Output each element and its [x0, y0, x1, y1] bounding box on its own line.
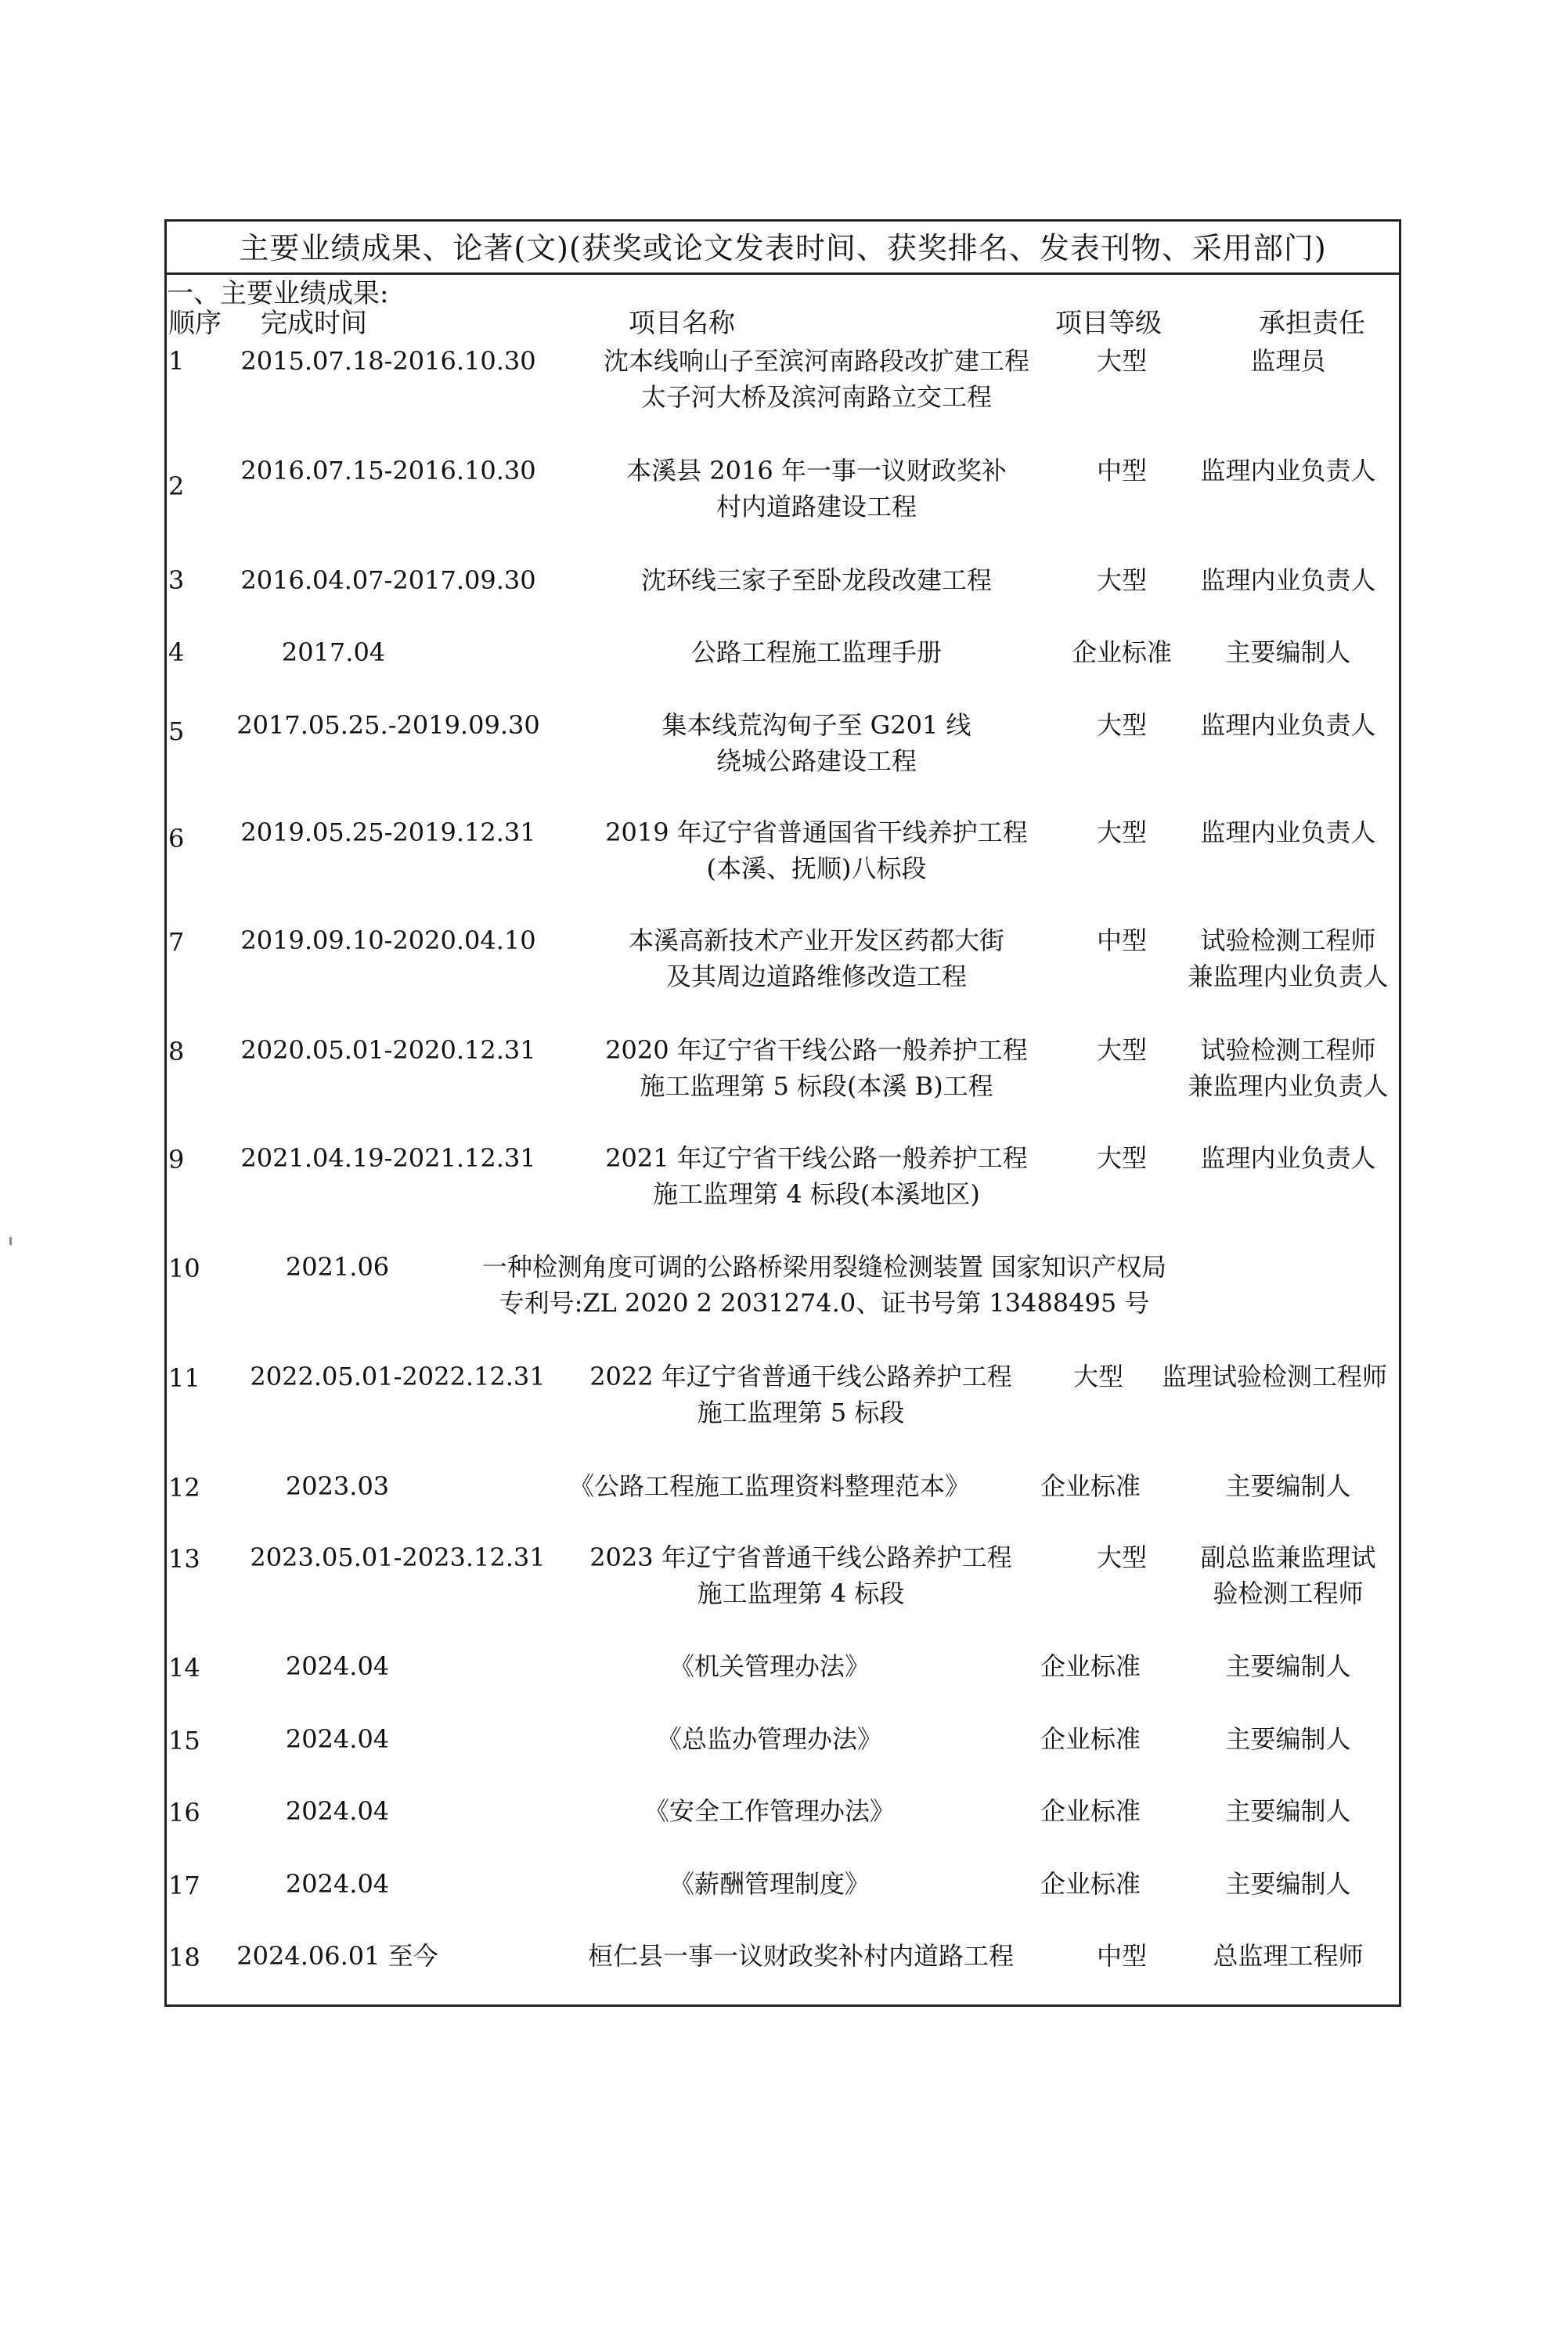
- row-name: [542, 814, 1090, 886]
- row-level: 中型: [1096, 456, 1147, 485]
- row-name-line2: 施工监理第 4 标段(本溪地区): [653, 1179, 980, 1209]
- row-role: 主要编制人: [1225, 637, 1351, 667]
- row-no: 6: [168, 824, 185, 853]
- row-no: 4: [168, 637, 185, 667]
- row-no: 18: [168, 1943, 200, 1972]
- row-name-line2: (本溪、抚顺)八标段: [706, 853, 927, 883]
- row-no: 9: [168, 1145, 185, 1174]
- row-time: 2019.09.10-2020.04.10: [240, 926, 536, 955]
- row-role: [1177, 922, 1400, 994]
- row-name-line1: 2020 年辽宁省干线公路一般养护工程: [605, 1035, 1028, 1065]
- row-level: 大型: [1096, 710, 1147, 740]
- column-headers: [167, 308, 1399, 339]
- col-no: 顺序: [168, 308, 222, 339]
- row-role-line1: 副总监兼监理试: [1200, 1543, 1376, 1572]
- row-name: [449, 1249, 1200, 1321]
- row-time: 2017.05.25.-2019.09.30: [236, 710, 540, 740]
- row-role: 主要编制人: [1225, 1651, 1351, 1681]
- row-no: 14: [168, 1653, 200, 1683]
- row-time: 2023.05.01-2023.12.31: [250, 1543, 546, 1572]
- row-level: 企业标准: [1040, 1796, 1141, 1826]
- row-level: 大型: [1096, 565, 1147, 595]
- row-name-line2: 村内道路建设工程: [716, 492, 917, 521]
- row-time: 2021.06: [285, 1252, 390, 1282]
- row-time: 2022.05.01-2022.12.31: [250, 1362, 546, 1391]
- row-time: 2024.04: [285, 1651, 390, 1681]
- row-no: 12: [168, 1473, 200, 1503]
- row-role: 主要编制人: [1225, 1471, 1351, 1501]
- row-level: 企业标准: [1071, 637, 1172, 667]
- row-no: 7: [168, 927, 185, 957]
- row-role: 主要编制人: [1225, 1796, 1351, 1826]
- row-time: 2016.07.15-2016.10.30: [240, 456, 536, 485]
- row-name: 《薪酬管理制度》: [669, 1869, 870, 1899]
- section-title: 一、主要业绩成果:: [167, 278, 389, 309]
- row-role: 监理内业负责人: [1200, 565, 1376, 595]
- row-level: 中型: [1096, 1941, 1147, 1971]
- row-role: 监理内业负责人: [1200, 456, 1376, 485]
- row-role: 监理内业负责人: [1200, 1143, 1376, 1173]
- row-role: 监理试验检测工程师: [1161, 1362, 1387, 1391]
- row-name: [542, 922, 1090, 994]
- row-role-line1: 监理员: [1250, 346, 1326, 376]
- row-level: 中型: [1096, 926, 1147, 955]
- row-name-line2: 施工监理第 5 标段(本溪 B)工程: [640, 1071, 993, 1101]
- row-time: 2024.06.01 至今: [236, 1941, 438, 1971]
- row-name: [542, 1032, 1090, 1104]
- row-level: 企业标准: [1040, 1651, 1141, 1681]
- row-level: 大型: [1096, 346, 1147, 376]
- row-level: 大型: [1096, 817, 1147, 847]
- row-name: [542, 707, 1090, 779]
- row-level: 企业标准: [1040, 1869, 1141, 1899]
- row-level: 大型: [1096, 1543, 1147, 1572]
- row-name: 《总监办管理办法》: [656, 1724, 882, 1754]
- row-name-line1: 本溪县 2016 年一事一议财政奖补: [626, 456, 1007, 485]
- row-role-line1: 试验检测工程师: [1200, 926, 1376, 955]
- row-name: 《安全工作管理办法》: [643, 1796, 895, 1826]
- row-level: 企业标准: [1040, 1471, 1141, 1501]
- row-time: 2019.05.25-2019.12.31: [240, 817, 536, 847]
- achievements-table: [164, 219, 1401, 2007]
- row-no: 15: [168, 1726, 200, 1755]
- row-level: 大型: [1072, 1362, 1123, 1391]
- row-name-line1: 2023 年辽宁省普通干线公路养护工程: [589, 1543, 1012, 1572]
- scan-artifact: [9, 1237, 12, 1245]
- row-name: 公路工程施工监理手册: [690, 637, 942, 667]
- col-role: 承担责任: [1259, 308, 1365, 339]
- row-no: 2: [168, 471, 185, 501]
- row-role-line2: 验检测工程师: [1213, 1579, 1364, 1608]
- row-name: [527, 1359, 1075, 1431]
- row-no: 10: [168, 1254, 200, 1283]
- row-no: 3: [168, 565, 185, 595]
- row-role: [1177, 1539, 1400, 1611]
- row-role: 主要编制人: [1225, 1869, 1351, 1899]
- row-name: 《公路工程施工监理资料整理范本》: [568, 1471, 970, 1501]
- row-name: [527, 1539, 1075, 1611]
- row-no: 11: [168, 1363, 200, 1393]
- col-name: 项目名称: [629, 308, 735, 339]
- row-role-line1: 试验检测工程师: [1200, 1035, 1376, 1065]
- row-name: 沈环线三家子至卧龙段改建工程: [640, 565, 992, 595]
- row-role: 监理内业负责人: [1200, 817, 1376, 847]
- col-level: 项目等级: [1055, 308, 1162, 339]
- row-no: 8: [168, 1037, 185, 1066]
- row-name-line1: 一种检测角度可调的公路桥梁用裂缝检测装置 国家知识产权局: [481, 1252, 1167, 1282]
- row-name: [542, 343, 1090, 415]
- row-role-line2: 兼监理内业负责人: [1188, 962, 1389, 991]
- row-time: 2015.07.18-2016.10.30: [240, 346, 536, 376]
- row-time: 2020.05.01-2020.12.31: [240, 1035, 536, 1065]
- row-name: [542, 453, 1090, 525]
- row-time: 2024.04: [285, 1869, 390, 1899]
- row-role: 监理内业负责人: [1200, 710, 1376, 740]
- row-name-line2: 施工监理第 5 标段: [697, 1398, 905, 1427]
- row-level: 大型: [1096, 1035, 1147, 1065]
- row-name-line2: 及其周边道路维修改造工程: [665, 962, 967, 991]
- row-name-line1: 2021 年辽宁省干线公路一般养护工程: [605, 1143, 1028, 1173]
- row-time: 2016.04.07-2017.09.30: [240, 565, 536, 595]
- row-role: 主要编制人: [1225, 1724, 1351, 1754]
- row-no: 1: [168, 346, 185, 376]
- row-name-line2: 太子河大桥及滨河南路立交工程: [640, 382, 992, 412]
- row-time: 2021.04.19-2021.12.31: [240, 1143, 536, 1173]
- row-name-line1: 集本线荒沟甸子至 G201 线: [661, 710, 971, 740]
- row-name-line2: 施工监理第 4 标段: [697, 1579, 905, 1608]
- row-name: 桓仁县一事一议财政奖补村内道路工程: [587, 1941, 1014, 1971]
- row-name: [542, 1140, 1090, 1212]
- row-time: 2023.03: [285, 1471, 390, 1501]
- row-name-line1: 2022 年辽宁省普通干线公路养护工程: [589, 1362, 1012, 1391]
- row-name-line2: 绕城公路建设工程: [716, 746, 917, 776]
- row-role: 总监理工程师: [1213, 1941, 1364, 1971]
- row-time: 2017.04: [281, 637, 386, 667]
- col-time: 完成时间: [261, 308, 367, 339]
- row-no: 17: [168, 1871, 200, 1900]
- table-header: 主要业绩成果、论著(文)(获奖或论文发表时间、获奖排名、发表刊物、采用部门): [167, 222, 1399, 275]
- row-name: 《机关管理办法》: [669, 1651, 870, 1681]
- row-name-line2: 专利号:ZL 2020 2 2031274.0、证书号第 13488495 号: [499, 1288, 1150, 1318]
- row-level: 大型: [1096, 1143, 1147, 1173]
- row-no: 13: [168, 1544, 200, 1574]
- row-no: 16: [168, 1798, 200, 1828]
- row-no: 5: [168, 716, 185, 746]
- row-time: 2024.04: [285, 1796, 390, 1826]
- row-role: [1177, 1032, 1400, 1104]
- row-name-line1: 2019 年辽宁省普通国省干线养护工程: [605, 817, 1028, 847]
- row-level: 企业标准: [1040, 1724, 1141, 1754]
- row-role: [1177, 343, 1400, 379]
- row-time: 2024.04: [285, 1724, 390, 1754]
- row-name-line1: 本溪高新技术产业开发区药都大街: [628, 926, 1004, 955]
- row-name-line1: 沈本线响山子至滨河南路段改扩建工程: [603, 346, 1029, 376]
- row-role-line2: 兼监理内业负责人: [1188, 1071, 1389, 1101]
